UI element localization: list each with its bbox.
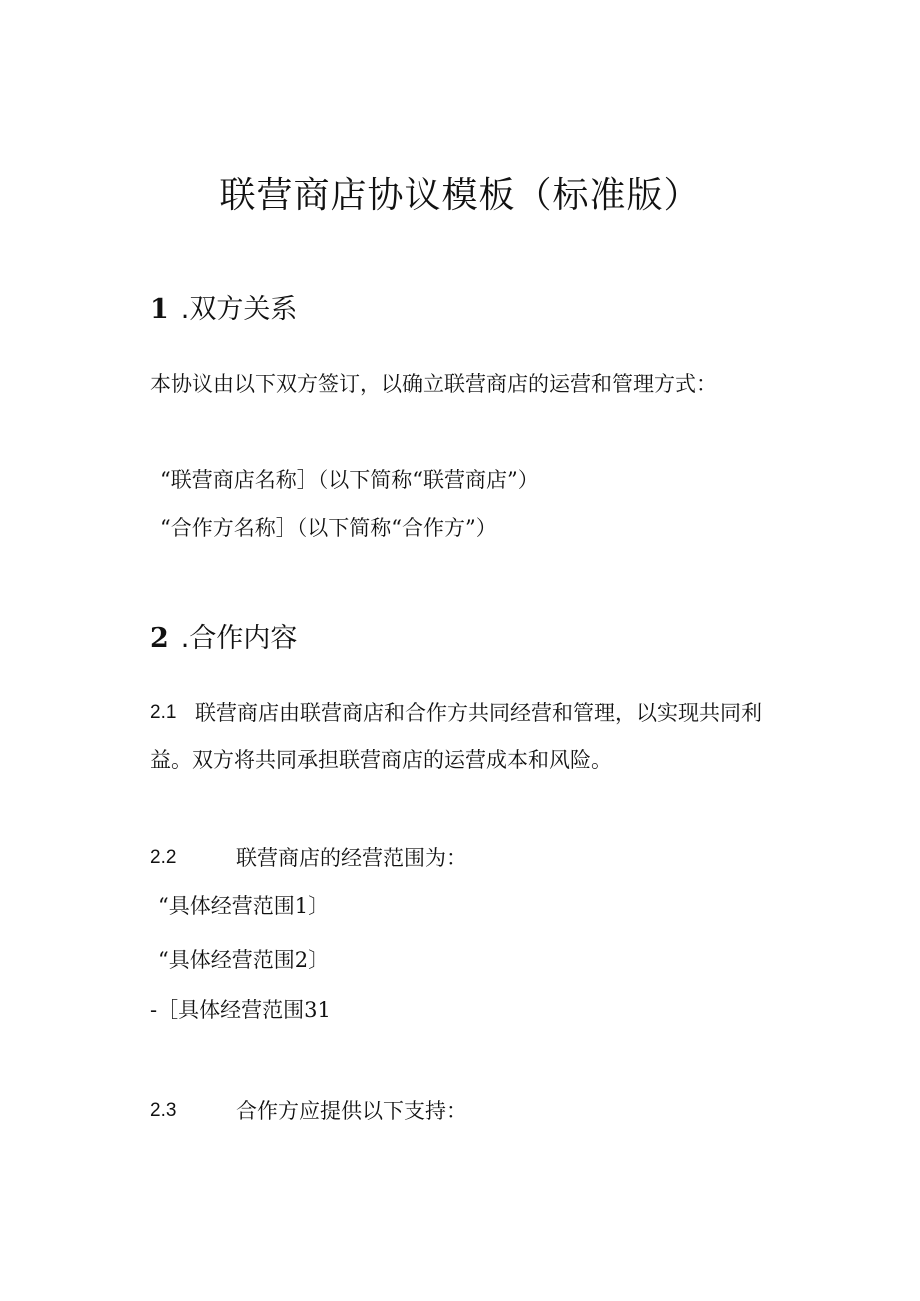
clause-2-1-text-line2: 益。双方将共同承担联营商店的运营成本和风险。 [150, 748, 612, 772]
clause-2-3-text: 合作方应提供以下支持： [236, 1099, 467, 1123]
section-2-heading [150, 619, 297, 659]
party-2-line: “合作方名称］（以下简称“合作方”） [160, 516, 497, 540]
section-1-number: 1 [150, 294, 169, 325]
scope-item-3: -［具体经营范围31 [150, 998, 331, 1022]
clause-2-2-number: 2.2 [150, 847, 177, 868]
scope-item-1: “具体经营范围1〕 [158, 894, 330, 918]
document-title: 联营商店协议模板（标准版） [219, 175, 701, 216]
section-2-title: .合作内容 [180, 623, 298, 654]
party-1-line: “联营商店名称］（以下简称“联营商店”） [160, 468, 539, 492]
scope-item-2: “具体经营范围2〕 [158, 948, 330, 972]
section-1-heading [150, 290, 297, 330]
clause-2-1-number: 2.1 [150, 702, 177, 723]
section-1-intro: 本协议由以下双方签订，以确立联营商店的运营和管理方式： [150, 372, 717, 396]
clause-2-1-text-line1: 联营商店由联营商店和合作方共同经营和管理，以实现共同利 [195, 701, 762, 725]
clause-2-2-text: 联营商店的经营范围为： [236, 846, 467, 870]
section-2-number: 2 [150, 623, 169, 654]
clause-2-3-number: 2.3 [150, 1100, 177, 1121]
section-1-title: .双方关系 [180, 294, 298, 325]
